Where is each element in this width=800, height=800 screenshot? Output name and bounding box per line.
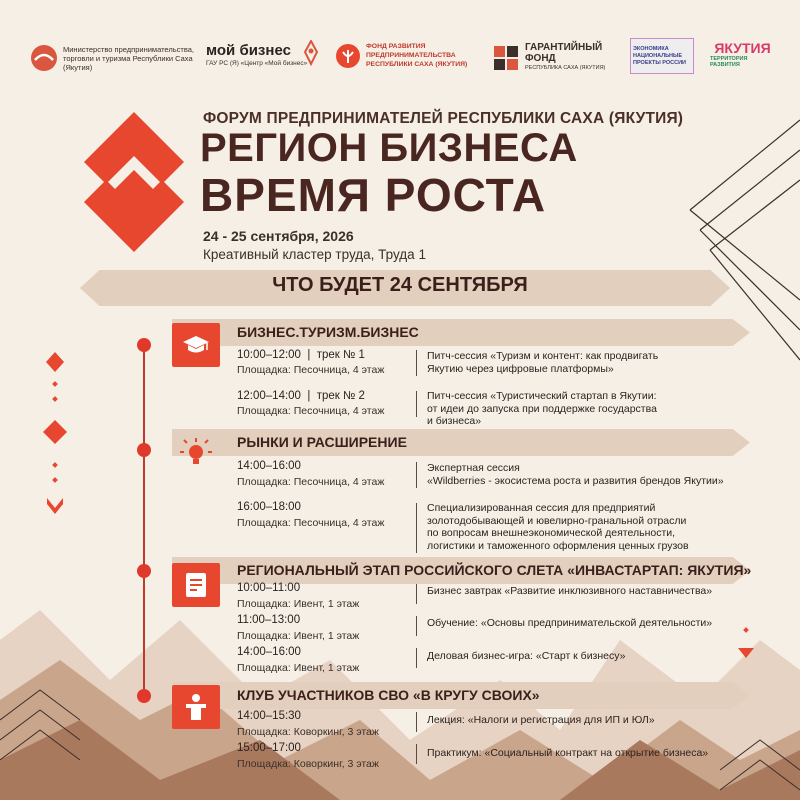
speaker-icon	[184, 693, 208, 721]
section-title: РЫНКИ И РАСШИРЕНИЕ	[237, 434, 407, 450]
timeline-dot	[137, 443, 151, 457]
section-icon-box	[172, 685, 220, 729]
item-time: 10:00–12:00 | трек № 1	[237, 349, 365, 361]
item-separator	[416, 503, 417, 553]
item-place: Площадка: Песочница, 4 этаж	[237, 517, 385, 529]
item-description: Лекция: «Налоги и регистрация для ИП и ЮЛ»	[427, 714, 655, 726]
item-time: 12:00–14:00 | трек № 2	[237, 390, 365, 402]
item-time: 14:00–16:00	[237, 646, 301, 658]
event-date: 24 - 25 сентября, 2026	[203, 228, 354, 244]
item-description: Обучение: «Основы предпринимательской деятельности»	[427, 617, 713, 629]
timeline-dot	[137, 564, 151, 578]
garant-sub: РЕСПУБЛИКА САХА (ЯКУТИЯ)	[525, 65, 606, 71]
item-place: Площадка: Коворкинг, 3 этаж	[237, 758, 379, 770]
section-icon-box	[172, 432, 220, 476]
day-banner-text: ЧТО БУДЕТ 24 СЕНТЯБРЯ	[272, 274, 528, 296]
title-line-2: ВРЕМЯ РОСТА	[200, 169, 547, 221]
item-separator	[416, 648, 417, 668]
item-description: Бизнес завтрак «Развитие инклюзивного наставничества»	[427, 585, 713, 597]
timeline-dot	[137, 338, 151, 352]
natproject-label: ЭКОНОМИКА НАЦИОНАЛЬНЫЕ ПРОЕКТЫ РОССИИ	[633, 45, 686, 66]
item-description: Деловая бизнес-игра: «Старт к бизнесу»	[427, 650, 626, 662]
ministry-logo-icon	[30, 44, 58, 72]
title-line-1: РЕГИОН БИЗНЕСА	[200, 126, 578, 170]
item-description: Специализированная сессия для предприятий золотодобывающей и ювелирно-гранальной отрасли по вопросам внешнеэкономической деятельности, логистики и таможенного оформления ценных грузов	[427, 502, 689, 552]
item-time: 11:00–13:00	[237, 614, 301, 626]
graduation-cap-icon	[182, 334, 210, 356]
forum-logo	[84, 112, 184, 252]
item-separator	[416, 712, 417, 732]
section-title: КЛУБ УЧАСТНИКОВ СВО «В КРУГУ СВОИХ»	[237, 687, 540, 703]
item-place: Площадка: Песочница, 4 этаж	[237, 476, 385, 488]
item-description: Практикум: «Социальный контракт на открытие бизнеса»	[427, 747, 709, 759]
rocket-icon	[302, 40, 320, 66]
section-title: БИЗНЕС.ТУРИЗМ.БИЗНЕС	[237, 324, 419, 340]
timeline-dot	[137, 689, 151, 703]
forum-subtitle: ФОРУМ ПРЕДПРИНИМАТЕЛЕЙ РЕСПУБЛИКИ САХА (ЯКУТИЯ)	[203, 110, 684, 127]
item-separator	[416, 616, 417, 636]
moibiznes-sub: ГАУ РС (Я) «Центр «Мой бизнес»	[206, 60, 308, 67]
item-time: 15:00–17:00	[237, 742, 301, 754]
event-venue: Креативный кластер труда, Труда 1	[203, 247, 426, 262]
item-separator	[416, 744, 417, 764]
fond-label: ФОНД РАЗВИТИЯ ПРЕДПРИНИМАТЕЛЬСТВА РЕСПУБЛИКИ САХА (ЯКУТИЯ)	[366, 43, 468, 68]
item-separator	[416, 462, 417, 488]
item-separator	[416, 350, 417, 376]
lightbulb-icon	[178, 436, 214, 472]
item-description: Экспертная сессия «Wildberries - экосистема роста и развития брендов Якутии»	[427, 462, 724, 487]
section-title: РЕГИОНАЛЬНЫЙ ЭТАП РОССИЙСКОГО СЛЕТА «ИНВАСТАРТАП: ЯКУТИЯ»	[237, 562, 752, 578]
fond-logo-icon	[335, 43, 361, 69]
item-place: Площадка: Ивент, 1 этаж	[237, 598, 360, 610]
ministry-label: Министерство предпринимательства, торговли и туризма Республики Саха (Якутия)	[63, 44, 194, 72]
item-separator	[416, 584, 417, 604]
item-place: Площадка: Песочница, 4 этаж	[237, 364, 385, 376]
moibiznes-label: мой бизнес	[206, 42, 291, 59]
garant-logo-icon	[493, 45, 519, 71]
item-place: Площадка: Коворкинг, 3 этаж	[237, 726, 379, 738]
item-place: Площадка: Ивент, 1 этаж	[237, 630, 360, 642]
partner-logos	[30, 38, 775, 82]
item-place: Площадка: Ивент, 1 этаж	[237, 662, 360, 674]
item-description: Питч-сессия «Туристический стартап в Якутии: от идеи до запуска при поддержке государства и бизнеса»	[427, 390, 657, 427]
item-time: 14:00–16:00	[237, 460, 301, 472]
item-time: 16:00–18:00	[237, 501, 301, 513]
timeline-line	[143, 345, 145, 700]
section-icon-box	[172, 323, 220, 367]
item-time: 10:00–11:00	[237, 582, 301, 594]
yakutia-label: ЯКУТИЯ	[714, 40, 771, 56]
document-icon	[185, 572, 207, 598]
item-place: Площадка: Песочница, 4 этаж	[237, 405, 385, 417]
item-time: 14:00–15:30	[237, 710, 301, 722]
section-icon-box	[172, 563, 220, 607]
item-description: Питч-сессия «Туризм и контент: как продвигать Якутию через цифровые платформы»	[427, 350, 659, 375]
item-separator	[416, 391, 417, 417]
garant-label: ГАРАНТИЙНЫЙ ФОНД	[525, 42, 603, 64]
yakutia-sub: ТЕРРИТОРИЯ РАЗВИТИЯ	[710, 56, 748, 68]
